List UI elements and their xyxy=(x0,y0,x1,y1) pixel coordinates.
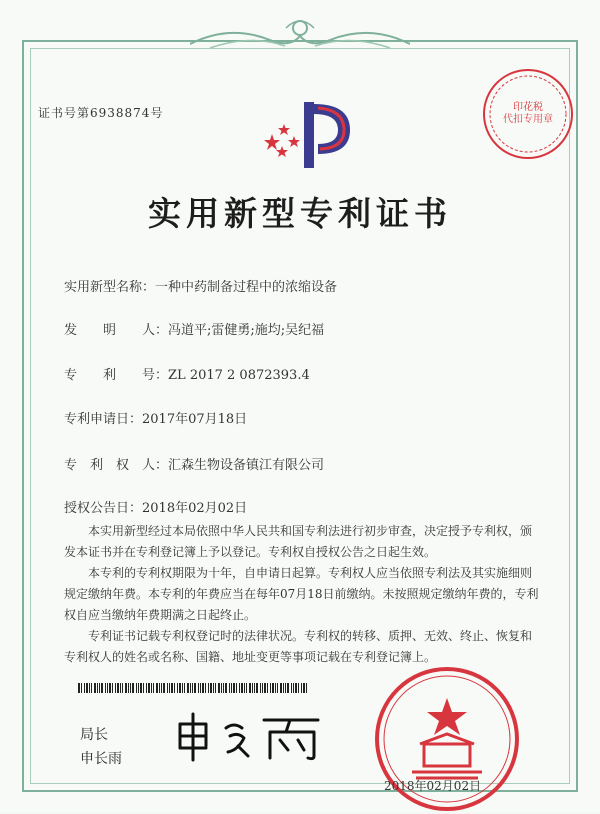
patent-number-row xyxy=(64,364,310,383)
inventor-row xyxy=(64,319,324,338)
inventor-value: 冯道平;雷健勇;施均;吴纪福 xyxy=(168,323,325,338)
seal-center-text: 印花税 代扣专用章 xyxy=(503,102,553,125)
patentee-row xyxy=(64,454,324,473)
patent-office-logo-icon xyxy=(258,96,358,174)
body-paragraph: 专利证书记载专利权登记时的法律状况。专利权的转移、质押、无效、终止、恢复和专利权人的姓名或名称、国籍、地址变更等事项记载在专利登记簿上。 xyxy=(64,629,533,664)
utility-model-name-value: 一种中药制备过程中的浓缩设备 xyxy=(155,280,338,295)
patent-number-label: 专 利 号： xyxy=(64,368,169,383)
body-paragraph: 本专利的专利权期限为十年，自申请日起算。专利权人应当依照专利法及其实施细则规定缴纳年费。本专利的年费应当在每年07月18日前缴纳。未按照规定缴纳年费的，专利权自应当缴纳年费期满之日起终止。 xyxy=(64,566,539,622)
director-title: 局长 xyxy=(80,727,108,743)
filing-date-value: 2017年07月18日 xyxy=(142,412,248,427)
inventor-label: 发 明 人： xyxy=(64,323,169,338)
director-name: 申长雨 xyxy=(80,751,122,767)
tax-agent-seal-label xyxy=(480,66,576,162)
body-paragraph: 本实用新型经过本局依照中华人民共和国专利法进行初步审查，决定授予专利权，颁发本证书并在专利登记簿上予以登记。专利权自授权公告之日起生效。 xyxy=(64,524,533,559)
filing-date-label: 专利申请日： xyxy=(64,412,143,427)
announcement-date-row xyxy=(64,497,247,516)
barcode-icon xyxy=(78,683,310,693)
issue-date: 2018年02月02日 xyxy=(384,779,482,793)
top-ornament-icon xyxy=(190,14,410,58)
patent-number-value: ZL 2017 2 0872393.4 xyxy=(168,368,310,383)
announcement-date-label: 授权公告日： xyxy=(64,501,143,516)
utility-model-name-row xyxy=(64,276,337,295)
certificate-number: 证书号第6938874号 xyxy=(38,106,164,120)
patentee-value: 汇森生物设备镇江有限公司 xyxy=(168,458,325,473)
filing-date-row xyxy=(64,408,247,427)
handwritten-signature-icon xyxy=(172,710,324,762)
patentee-label: 专 利 权 人： xyxy=(64,458,169,473)
page-title: 实用新型专利证书 xyxy=(148,194,452,233)
utility-model-name-label: 实用新型名称： xyxy=(64,280,156,295)
announcement-date-value: 2018年02月02日 xyxy=(142,501,248,516)
